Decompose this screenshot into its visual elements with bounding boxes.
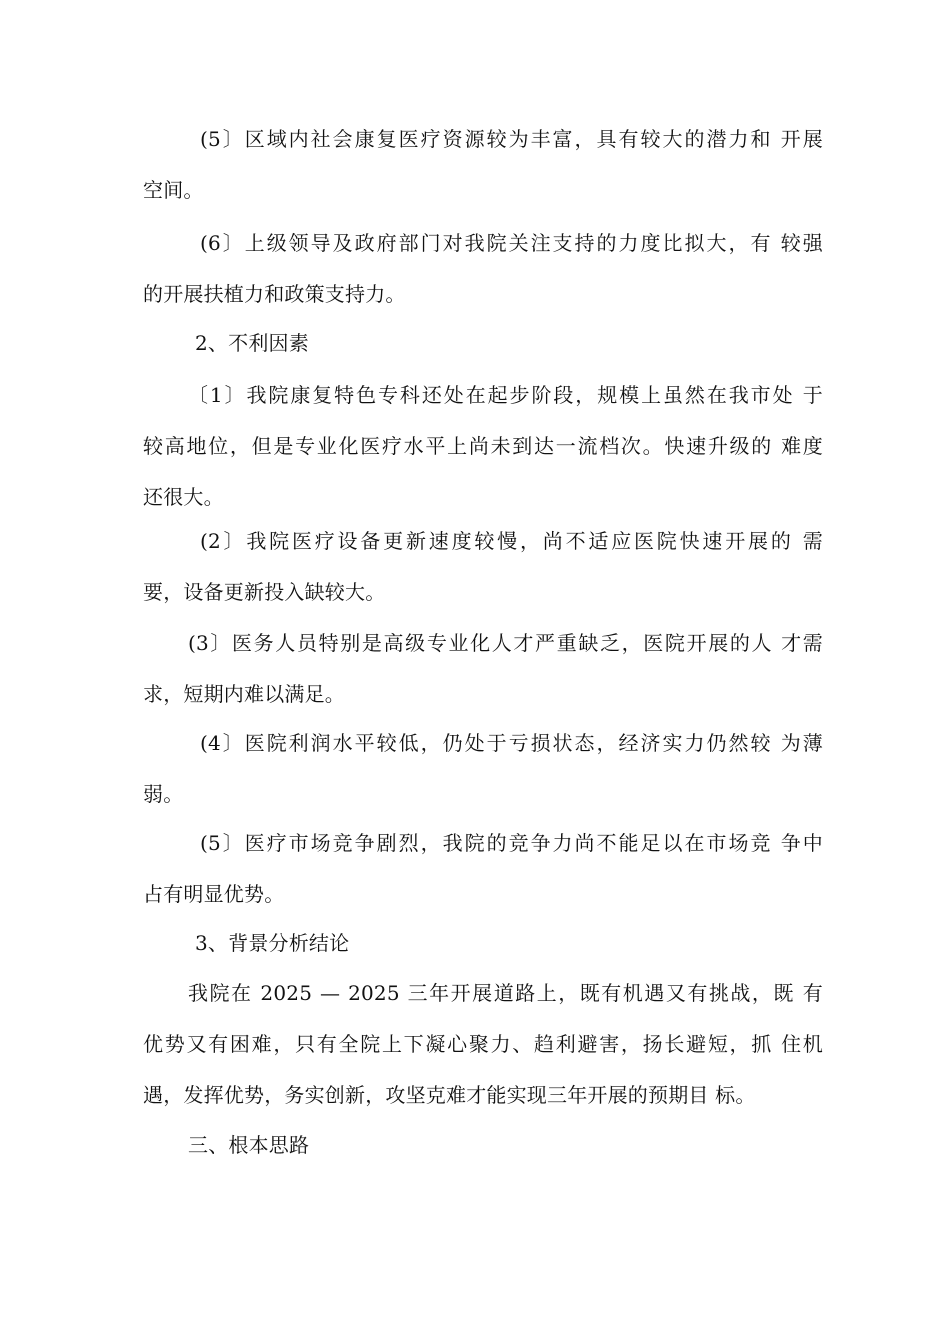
paragraph-line: 遇，发挥优势，务实创新，攻坚克难才能实现三年开展的预期目 标。 — [143, 1083, 756, 1107]
paragraph-line: 弱。 — [143, 782, 184, 806]
paragraph-line: 要，设备更新投入缺较大。 — [143, 580, 386, 604]
paragraph-line: 较高地位，但是专业化医疗水平上尚未到达一流档次。快速升级的 难度 — [143, 434, 823, 458]
paragraph-line: 空间。 — [143, 178, 204, 202]
paragraph-conclusion-body — [143, 968, 823, 1121]
paragraph-line: (5〕区域内社会康复医疗资源较为丰富，具有较大的潜力和 开展 — [200, 127, 823, 151]
paragraph-line: 我院在 2025 — 2025 三年开展道路上，既有机遇又有挑战，既 有 — [188, 981, 823, 1005]
heading-text: 3、背景分析结论 — [195, 931, 350, 955]
paragraph-line: (3〕医务人员特别是高级专业化人才严重缺乏，医院开展的人 才需 — [188, 631, 823, 655]
paragraph-resource-advantage — [143, 114, 823, 216]
paragraph-line: (4〕医院利润水平较低，仍处于亏损状态，经济实力仍然较 为薄 — [200, 731, 823, 755]
paragraph-market-competition — [143, 818, 823, 920]
paragraph-specialty-stage — [143, 370, 823, 523]
paragraph-line: 还很大。 — [143, 485, 224, 509]
paragraph-government-support — [143, 218, 823, 320]
heading-text: 三、根本思路 — [188, 1133, 310, 1157]
paragraph-talent-shortage — [143, 618, 823, 720]
section-heading-basic-approach — [143, 1120, 823, 1171]
paragraph-line: 〔1〕我院康复特色专科还处在起步阶段，规模上虽然在我市处 于 — [188, 383, 823, 407]
paragraph-line: (5〕医疗市场竞争剧烈，我院的竞争力尚不能足以在市场竞 争中 — [200, 831, 823, 855]
paragraph-line: 的开展扶植力和政策支持力。 — [143, 282, 406, 306]
paragraph-equipment-update — [143, 516, 823, 618]
paragraph-profit-level — [143, 718, 823, 820]
paragraph-line: 优势又有困难，只有全院上下凝心聚力、趋利避害，扬长避短，抓 住机 — [143, 1032, 823, 1056]
paragraph-line: (6〕上级领导及政府部门对我院关注支持的力度比拟大，有 较强 — [200, 231, 823, 255]
section-heading-background-conclusion — [143, 918, 823, 969]
paragraph-line: 求，短期内难以满足。 — [143, 682, 345, 706]
paragraph-line: 占有明显优势。 — [143, 882, 285, 906]
heading-text: 2、不利因素 — [195, 331, 309, 355]
paragraph-line: (2〕我院医疗设备更新速度较慢，尚不适应医院快速开展的 需 — [200, 529, 823, 553]
section-heading-unfavorable-factors — [143, 318, 823, 369]
